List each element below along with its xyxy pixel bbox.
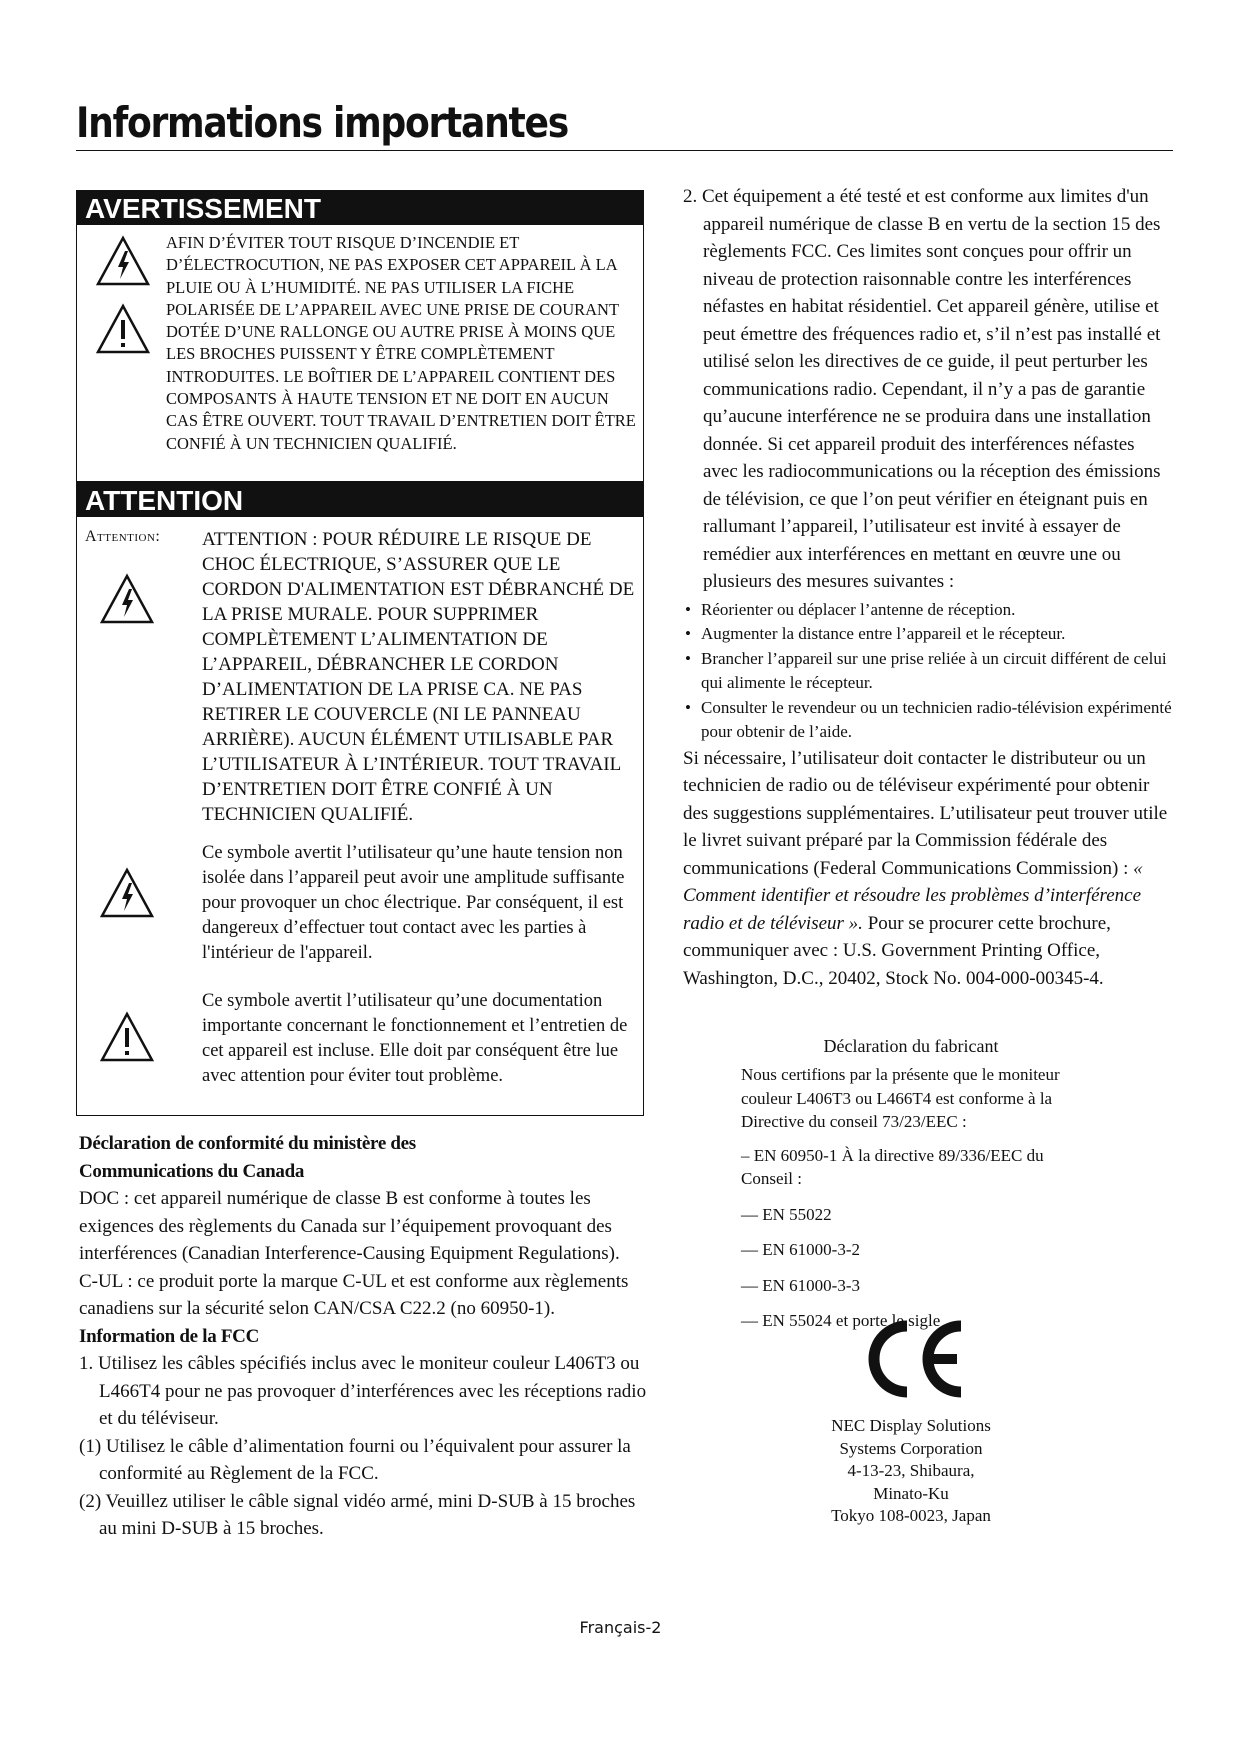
fcc-closing: Si nécessaire, l’utilisateur doit contacter le distributeur ou un technicien de radio ou de téléviseur expérimenté pour obtenir des suggestions supplémentaires. L’utilisateur peut trouver utile le livret suivant préparé par la Commission fédérale des communications (Federal Communications Commission) : « Comment identifier et résoudre les problèmes d’interférence radio et de téléviseur ». Pour se procurer cette brochure, communiquer avec : U.S. Government Printing Office, Washington, D.C., 20402, Stock No. 004-000-00345-4. [683,747,1168,989]
canada-heading: Déclaration de conformité du ministère des Communications du Canada [79,1133,416,1182]
manufacturer-declaration [741,1063,1081,1333]
page-title: Informations importantes [76,98,568,147]
address-line: NEC Display Solutions [831,1416,991,1435]
lightning-triangle-icon [99,867,155,919]
fcc-item-1a: (1) Utilisez le câble d’alimentation fourni ou l’équivalent pour assurer la conformité au Règlement de la FCC. [79,1435,631,1484]
attention-heading: ATTENTION [77,483,643,517]
exclamation-triangle-icon [95,303,151,355]
avertissement-text: AFIN D’ÉVITER TOUT RISQUE D’INCENDIE ET D’ÉLECTROCUTION, NE PAS EXPOSER CET APPAREIL À LA PLUIE OU À L’HUMIDITÉ. NE PAS UTILISER LA FICHE POLARISÉE DE L’APPAREIL AVEC UNE PRISE DE COURANT DOTÉE D’UNE RALLONGE OU AUTRE PRISE À MOINS QUE LES BROCHES PUISSENT Y ÊTRE COMPLÈTEMENT INTRODUITES. LE BOÎTIER DE L’APPAREIL CONTIENT DES COMPOSANTS À HAUTE TENSION ET NE DOIT EN AUCUN CAS ÊTRE OUVERT. TOUT TRAVAIL D’ENTRETIEN DOIT ÊTRE CONFIÉ À UN TECHNICIEN QUALIFIÉ. [166,233,636,453]
manufacturer-address [741,1415,1081,1528]
page-footer: Français-2 [579,1618,662,1637]
ce-mark-icon [861,1320,967,1398]
canada-doc: DOC : cet appareil numérique de classe B est conforme à toutes les exigences des règlements du Canada sur l’équipement provoquant des interférences (Canadian Interference-Causing Equipment Regulations). [79,1188,620,1264]
fcc-heading: Information de la FCC [79,1325,259,1347]
fcc-item-1b: (2) Veuillez utiliser le câble signal vidéo armé, mini D-SUB à 15 broches au mini D-SUB à 15 broches. [79,1490,636,1539]
symbol-lightning-text: Ce symbole avertit l’utilisateur qu’une haute tension non isolée dans l’appareil peut avoir une amplitude suffisante pour provoquer un choc électrique. Par conséquent, il est dangereux d’effectuer tout contact avec les parties à l'intérieur de l'appareil. [202,843,625,963]
fcc-item-1: 1. Utilisez les câbles spécifiés inclus avec le moniteur couleur L406T3 ou L466T4 pour ne pas provoquer d’interférences avec les réceptions radio et du téléviseur. [79,1353,647,1429]
left-column [79,1130,657,1543]
manufacturer-heading: Déclaration du fabricant [823,1036,999,1056]
attention-box [76,482,644,1116]
exclamation-triangle-icon [99,1011,155,1063]
attention-text: ATTENTION : POUR RÉDUIRE LE RISQUE DE CHOC ÉLECTRIQUE, S’ASSURER QUE LE CORDON D'ALIMENTATION EST DÉBRANCHÉ DE LA PRISE MURALE. POUR SUPPRIMER COMPLÈTEMENT L’ALIMENTATION DE L’APPAREIL, DÉBRANCHER LE CORDON D’ALIMENTATION DE LA PRISE CA. NE PAS RETIRER LE COUVERCLE (NI LE PANNEAU ARRIÈRE). AUCUN ÉLÉMENT UTILISABLE PAR L’UTILISATEUR À L’INTÉRIEUR. TOUT TRAVAIL D’ENTRETIEN DOIT ÊTRE CONFIÉ À UN TECHNICIEN QUALIFIÉ. [202,529,635,825]
address-line: Systems Corporation [839,1438,983,1458]
list-item: • Augmenter la distance entre l’appareil et le récepteur. [685,624,1066,643]
lightning-triangle-icon [99,573,155,625]
manufacturer-intro: Nous certifions par la présente que le moniteur couleur L406T3 ou L466T4 est conforme à la Directive du conseil 73/23/EEC : [741,1065,1060,1131]
list-item: • Consulter le revendeur ou un technicien radio-télévision expérimenté pour obtenir de l’aide. [685,697,1172,741]
right-column [683,183,1173,992]
standard-item: — EN 61000-3-3 [741,1275,860,1295]
list-item: • Réorienter ou déplacer l’antenne de réception. [685,599,1016,619]
list-item: • Brancher l’appareil sur une prise reliée à un circuit différent de celui qui alimente le récepteur. [685,648,1167,692]
standard-item: — EN 61000-3-2 [741,1240,860,1259]
attention-label: Attention: [85,528,161,545]
standard-item: – EN 60950-1 À la directive 89/336/EEC du Conseil : [741,1145,1044,1188]
canada-cul: C-UL : ce produit porte la marque C-UL et est conforme aux règlements canadiens sur la sécurité selon CAN/CSA C22.2 (no 60950-1). [79,1270,629,1319]
fcc-item-2: 2. Cet équipement a été testé et est conforme aux limites d'un appareil numérique de classe B en vertu de la section 15 des règlements FCC. Ces limites sont conçues pour offrir un niveau de protection raisonnable contre les interférences néfastes en habitat résidentiel. Cet appareil génère, utilise et peut émettre des fréquences radio et, s’il n’est pas installé et utilisé selon les directives de ce guide, il peut perturber les communications radio. Cependant, il n’y a pas de garantie qu’aucune interférence ne se produira dans une installation donnée. Si cet appareil produit des interférences néfastes avec les radiocommunications ou la réception des émissions de télévision, ce que l’on peut vérifier en éteignant puis en rallumant l’appareil, l’utilisateur est invité à essayer de remédier aux interférences en mettant en œuvre une ou plusieurs des mesures suivantes : [683,186,1161,592]
address-line: Tokyo 108-0023, Japan [831,1506,991,1525]
symbol-exclamation-text: Ce symbole avertit l’utilisateur qu’une documentation importante concernant le fonctionnement et l’entretien de cet appareil est incluse. Elle doit par conséquent être lue avec attention pour éviter tout problème. [202,991,628,1086]
standard-item: — EN 55022 [741,1204,832,1224]
avertissement-box [76,190,644,482]
title-rule [76,150,1173,151]
address-line: 4-13-23, Shibaura, [847,1461,975,1480]
address-line: Minato-Ku [873,1483,949,1503]
lightning-triangle-icon [95,235,151,287]
fcc-bullet-list [683,598,1173,745]
standard-item: — EN 55024 et porte le sigle [741,1311,941,1330]
avertissement-heading: AVERTISSEMENT [77,191,643,225]
